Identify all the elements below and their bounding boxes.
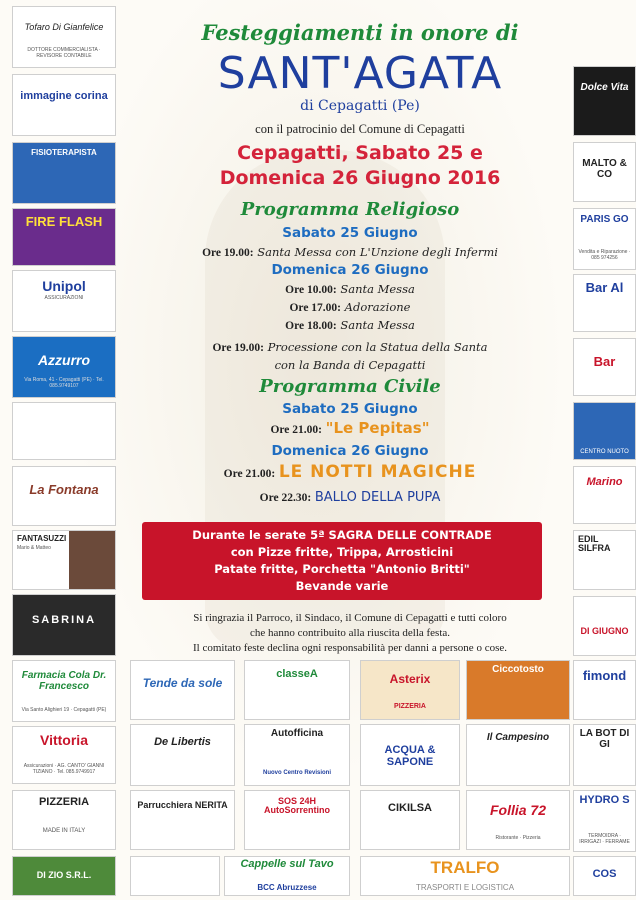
sponsor-sub: TERMOIDRA · IRRIGAZI · FERRAME — [579, 833, 630, 845]
sponsor-title: Farmacia Cola Dr. Francesco — [21, 670, 107, 692]
band-line — [130, 358, 570, 372]
sponsor-title: PIZZERIA — [38, 796, 90, 808]
sponsor-title: FISIOTERAPISTA — [31, 148, 97, 157]
sponsor-title: Vittoria — [40, 732, 88, 748]
sponsor-title: EDIL SILFRA — [578, 534, 611, 554]
sponsor-sub: DOTTORE COMMERCIALISTA · REVISORE CONTABILE — [27, 47, 101, 59]
sponsor-card — [573, 274, 636, 332]
civil-program-title: Programma Civile — [259, 376, 441, 397]
sponsor-card — [573, 530, 636, 590]
sponsor-title: Asterix — [389, 672, 431, 686]
sponsor-card — [573, 596, 636, 656]
sponsor-title: Azzurro — [37, 352, 91, 368]
event-time: Ore 17.00: — [289, 302, 342, 314]
sponsor-card — [12, 74, 116, 136]
sponsor-sub: MADE IN ITALY — [42, 827, 86, 834]
sponsor-card — [573, 724, 636, 786]
civil-event-1 — [130, 419, 570, 437]
sponsor-title: Autofficina — [270, 728, 324, 739]
sponsor-title: CIKILSA — [388, 802, 432, 814]
civil-event-2 — [130, 462, 570, 482]
sponsor-card — [12, 594, 116, 656]
sponsor-title: COS — [592, 868, 617, 880]
sponsor-sub: PIZZERIA — [394, 702, 426, 710]
sponsor-card — [244, 660, 350, 720]
sponsor-sub: Via Santo Alighieri 19 · Cepagatti (PE) — [21, 707, 107, 713]
sponsor-card — [12, 142, 116, 204]
band-text: con la Banda di Cepagatti — [274, 358, 426, 372]
religious-event — [130, 318, 570, 332]
event-text: LE NOTTI MAGICHE — [278, 462, 477, 482]
sponsor-title: LA BOT DI GI — [579, 728, 630, 750]
sponsor-card — [573, 402, 636, 460]
sponsor-card — [360, 724, 460, 786]
sponsor-title: Marino — [586, 476, 623, 488]
event-time: Ore 18.00: — [285, 320, 337, 332]
event-time: Ore 19.00: — [202, 247, 254, 259]
thanks-line: Si ringrazia il Parroco, il Sindaco, il Comune di Cepagatti e tutti coloro — [193, 612, 507, 624]
sponsor-sub: Assicurazioni · AG. CANTO' GIANNI TIZIANO · Tel. 085.9749917 — [23, 763, 105, 775]
sponsor-card — [573, 208, 636, 270]
sponsor-sub: Ristorante · Pizzeria — [495, 835, 541, 841]
event-text: "Le Pepitas" — [325, 419, 430, 437]
sponsor-sub: Vendita e Riparazione · 085 974256 — [578, 249, 631, 261]
event-time: Ore 19.00: — [212, 342, 265, 354]
sponsor-card — [573, 466, 636, 524]
sponsor-card — [12, 790, 116, 850]
sponsor-card — [244, 790, 350, 850]
sponsor-title: Cappelle sul Tavo — [240, 858, 334, 870]
sponsor-sub: Via Roma, 41 - Cepagatti (PE) · Tel. 085.9749107 — [24, 377, 104, 389]
sponsor-title: DI ZIO S.R.L. — [36, 870, 92, 880]
sponsor-title: Follia 72 — [489, 802, 547, 818]
sponsor-card — [12, 6, 116, 68]
sponsor-card — [224, 856, 350, 896]
sponsor-card — [466, 790, 570, 850]
sponsor-title: SOS 24H AutoSorrentino — [264, 796, 330, 816]
sponsor-sub: CENTRO NUOTO — [580, 448, 629, 455]
sponsor-title: SABRINA — [31, 614, 97, 626]
sponsor-title: Parrucchiera NERITA — [137, 800, 228, 810]
religious-day2: Domenica 26 Giugno — [271, 262, 429, 278]
sponsor-title: fimond — [582, 668, 627, 683]
sagra-line: Durante le serate 5ª SAGRA DELLE CONTRADE — [192, 528, 492, 542]
sponsor-card — [12, 402, 116, 460]
sponsor-card — [12, 660, 116, 722]
event-text: Processione con la Statua della Santa — [267, 340, 488, 354]
sponsor-card — [130, 660, 235, 720]
sponsor-title: classeA — [276, 668, 318, 680]
sponsor-title: Dolce Vita — [580, 82, 629, 93]
sponsor-card — [12, 466, 116, 526]
religious-event — [130, 282, 570, 296]
sponsor-title: De Libertis — [154, 736, 211, 748]
event-time: Ore 21.00: — [270, 424, 322, 436]
sponsor-title: Bar Al — [585, 280, 624, 295]
sponsor-title: HYDRO S — [579, 794, 630, 806]
place-name: di Cepagatti (Pe) — [300, 98, 420, 114]
sagra-box — [142, 522, 542, 600]
sponsor-sub: BCC Abruzzese — [257, 883, 317, 893]
civil-event-3 — [130, 490, 570, 505]
sponsor-card — [360, 660, 460, 720]
date-line-2: Domenica 26 Giugno 2016 — [219, 167, 501, 189]
civil-day2: Domenica 26 Giugno — [271, 443, 429, 459]
sponsor-sub: Mario & Matteo — [17, 545, 51, 551]
sponsor-title: Unipol — [42, 278, 86, 294]
sponsor-title: DI GIUGNO — [580, 626, 629, 636]
sponsor-sub: TRASPORTI E LOGISTICA — [415, 883, 515, 893]
sponsor-title: La Fontana — [29, 482, 99, 497]
sponsor-title: FANTASUZZI — [17, 534, 67, 543]
sponsor-title: MALTO & CO — [582, 158, 627, 180]
sponsor-title: Ciccotosto — [492, 664, 544, 675]
saint-name: SANT'AGATA — [217, 48, 503, 99]
sponsor-card — [12, 270, 116, 332]
sponsor-card — [573, 338, 636, 396]
sponsor-title: Bar — [593, 354, 616, 369]
civil-day1: Sabato 25 Giugno — [282, 401, 418, 417]
sponsor-title: FIRE FLASH — [25, 214, 103, 229]
sponsor-card — [130, 856, 220, 896]
sponsor-card — [573, 790, 636, 852]
sponsor-title: ACQUA & SAPONE — [384, 744, 436, 768]
sponsor-card — [573, 856, 636, 896]
sponsor-card — [466, 724, 570, 786]
religious-event — [130, 340, 570, 354]
sponsor-title: PARIS GO — [580, 214, 629, 225]
sponsor-sub: Nuovo Centro Revisioni — [262, 769, 331, 776]
patronage-line: con il patrocinio del Comune di Cepagatti — [255, 122, 465, 136]
event-text: Santa Messa — [340, 282, 415, 296]
event-text: Santa Messa con L'Unzione degli Infermi — [257, 245, 498, 259]
religious-day1: Sabato 25 Giugno — [282, 225, 418, 241]
sponsor-sub: ASSICURAZIONI — [44, 295, 84, 301]
date-line-1: Cepagatti, Sabato 25 e — [237, 142, 483, 164]
sagra-line: Bevande varie — [295, 579, 389, 593]
sponsor-card — [466, 660, 570, 720]
sponsor-card — [573, 660, 636, 720]
sponsor-title: Il Campesino — [486, 732, 550, 743]
event-text: BALLO DELLA PUPA — [314, 490, 441, 505]
sponsor-card — [244, 724, 350, 786]
event-time: Ore 21.00: — [223, 468, 276, 480]
sagra-line: Patate fritte, Porchetta "Antonio Britti" — [214, 562, 470, 576]
header-line1: Festeggiamenti in onore di — [201, 20, 519, 45]
sponsor-card — [130, 724, 235, 786]
thanks-line: Il comitato feste declina ogni responsabilità per danni a persone o cose. — [192, 642, 507, 654]
sponsor-title: TRALFO — [430, 858, 500, 877]
event-text: Santa Messa — [340, 318, 415, 332]
religious-event — [130, 245, 570, 259]
thanks-line: che hanno contribuito alla riuscita della festa. — [249, 627, 451, 639]
sponsor-card — [12, 856, 116, 896]
sponsor-card — [12, 336, 116, 398]
sponsor-card — [130, 790, 235, 850]
event-time: Ore 10.00: — [285, 284, 337, 296]
sponsor-card — [573, 66, 636, 136]
sponsor-title: Tende da sole — [142, 676, 223, 690]
sponsor-card — [12, 530, 116, 590]
sagra-line: con Pizze fritte, Trippa, Arrosticini — [230, 545, 454, 559]
sponsor-card — [360, 790, 460, 850]
sponsor-card — [12, 208, 116, 266]
religious-event — [130, 300, 570, 314]
sponsor-title: Tofaro Di Gianfelice — [24, 22, 104, 32]
sponsor-title: immagine corina — [20, 90, 108, 102]
sponsor-card — [360, 856, 570, 896]
sponsor-card — [12, 726, 116, 784]
event-text: Adorazione — [344, 300, 411, 314]
event-time: Ore 22.30: — [259, 492, 312, 504]
sponsor-card — [573, 142, 636, 202]
religious-program-title: Programma Religioso — [240, 199, 460, 220]
